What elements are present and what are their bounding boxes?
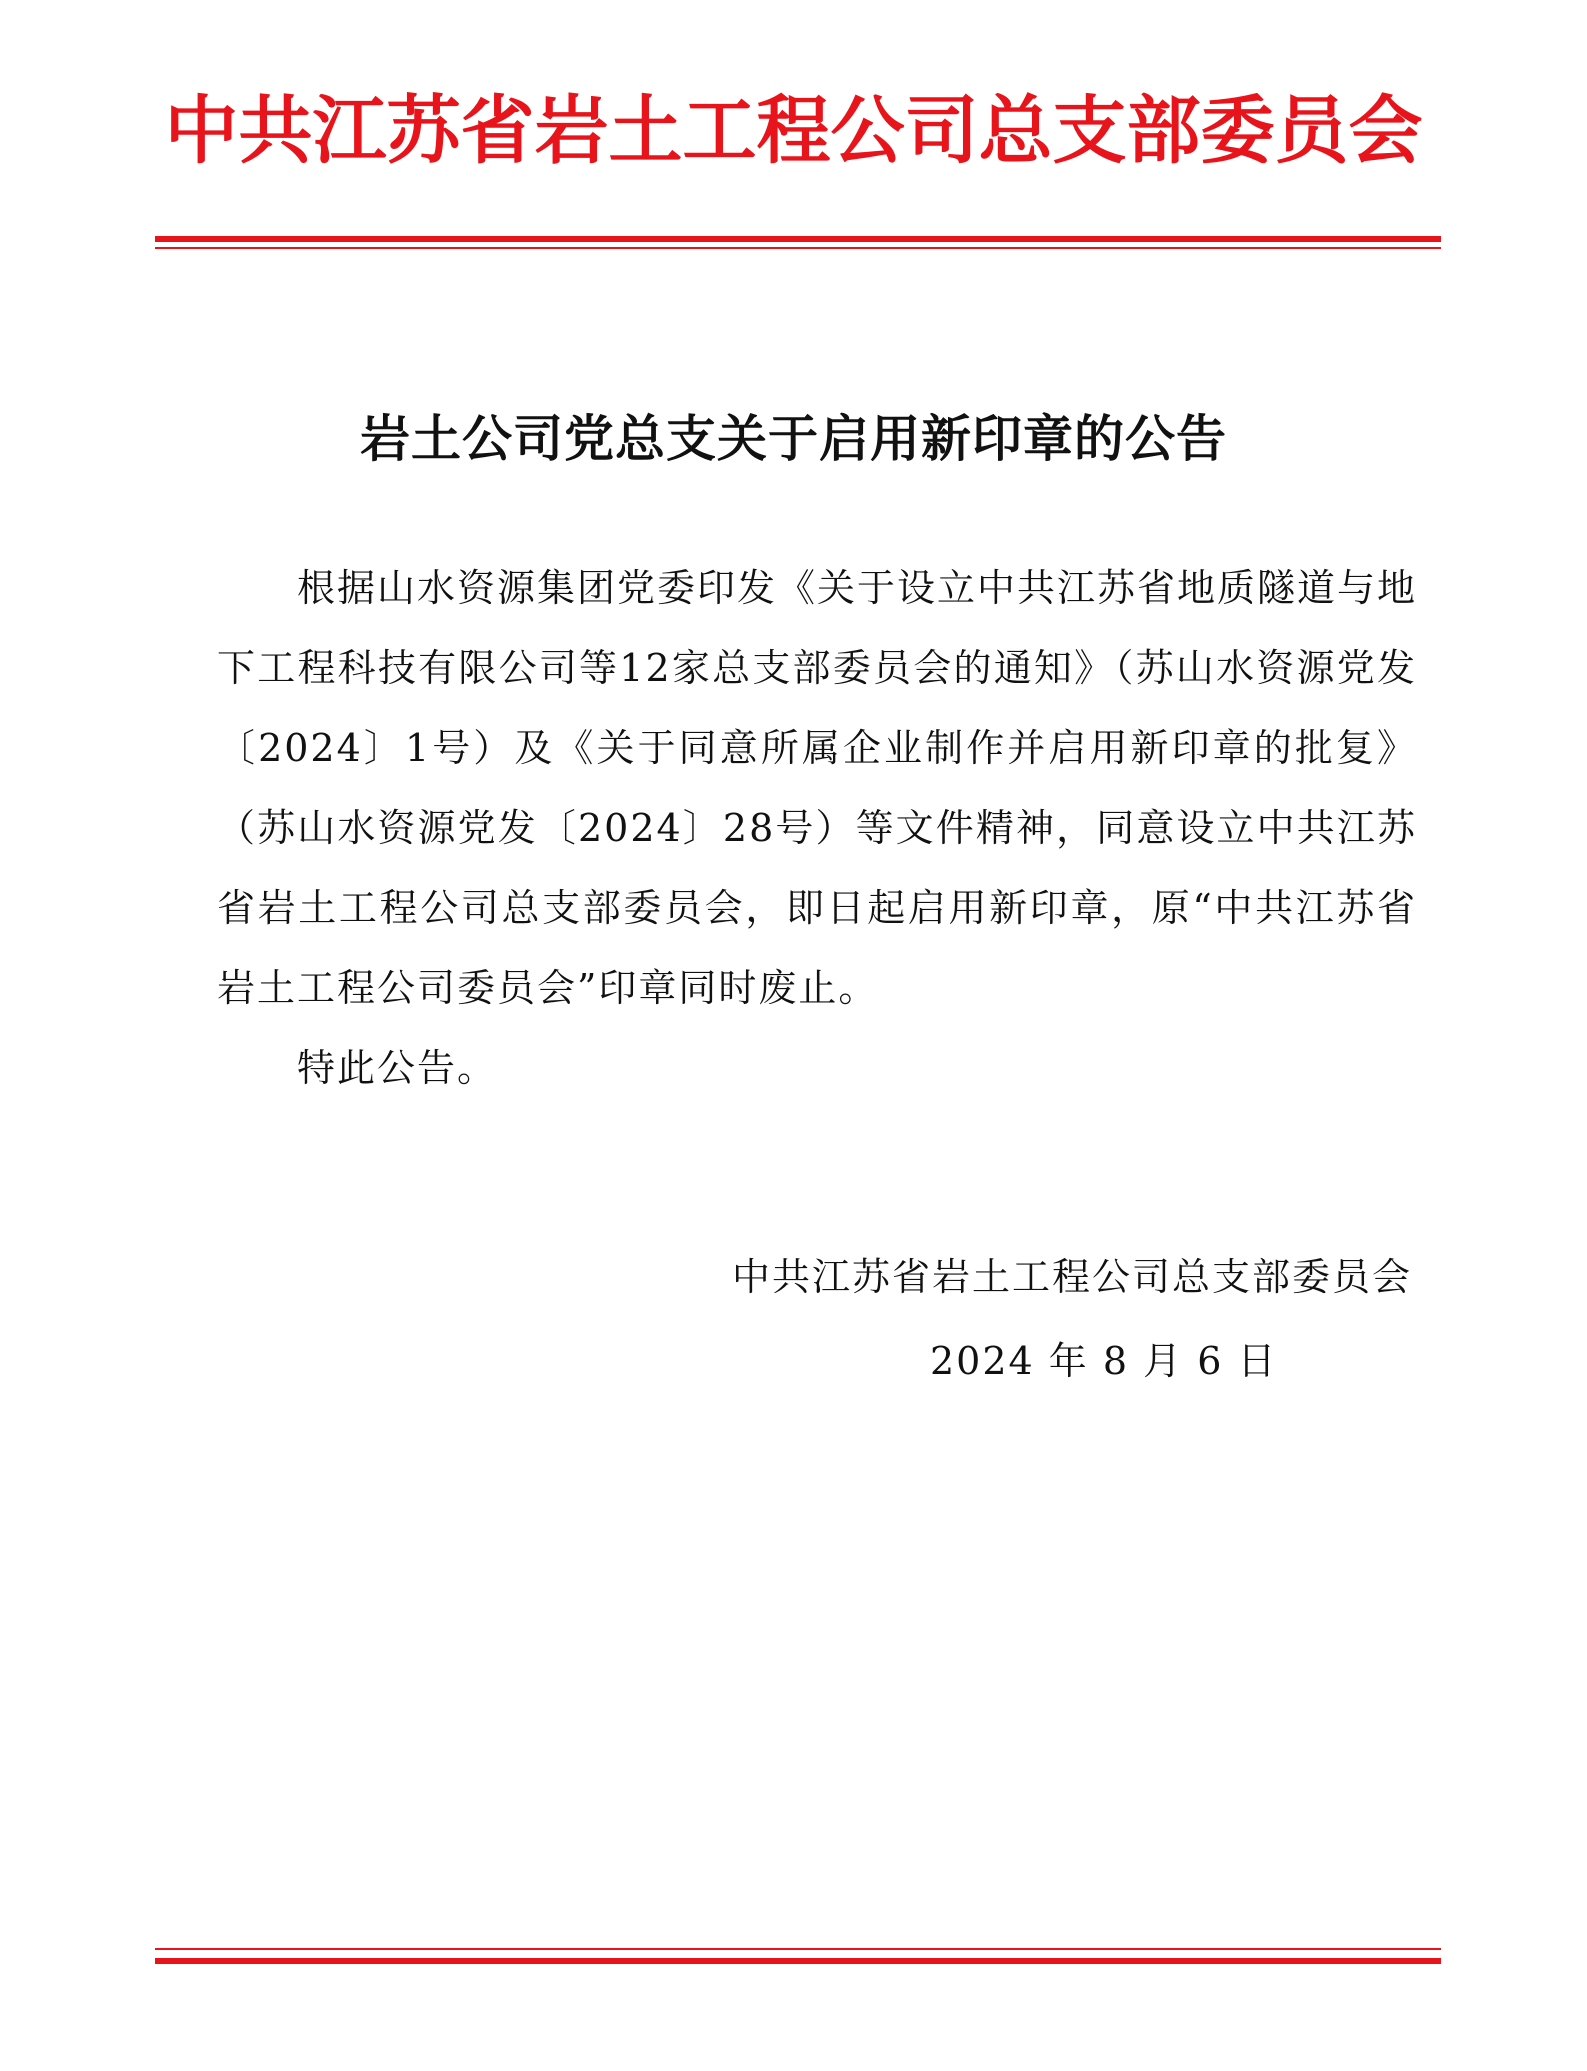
letterhead-rule-thick: [155, 236, 1441, 242]
body-paragraph-main: 根据山水资源集团党委印发《关于设立中共江苏省地质隧道与地下工程科技有限公司等12家总支部委员会的通知》（苏山水资源党发〔2024〕1号）及《关于同意所属企业制作并启用新印章的批复》（苏山水资源党发〔2024〕28号）等文件精神，同意设立中共江苏省岩土工程公司总支部委员会，即日起启用新印章，原“中共江苏省岩土工程公司委员会”印章同时废止。: [217, 566, 1418, 1010]
body-paragraph-closing: 特此公告。: [297, 1046, 498, 1090]
footer-rule-thick: [155, 1958, 1441, 1964]
signature-date: 2024 年 8 月 6 日: [930, 1339, 1278, 1383]
letterhead-rule-thin: [155, 247, 1441, 249]
footer-rule-thin: [155, 1948, 1441, 1950]
signature-org: 中共江苏省岩土工程公司总支部委员会: [731, 1255, 1412, 1299]
letterhead-org-name: 中共江苏省岩土工程公司总支部委员会: [164, 91, 1423, 173]
document-title: 岩土公司党总支关于启用新印章的公告: [360, 409, 1227, 468]
document-body: [217, 548, 1417, 1108]
